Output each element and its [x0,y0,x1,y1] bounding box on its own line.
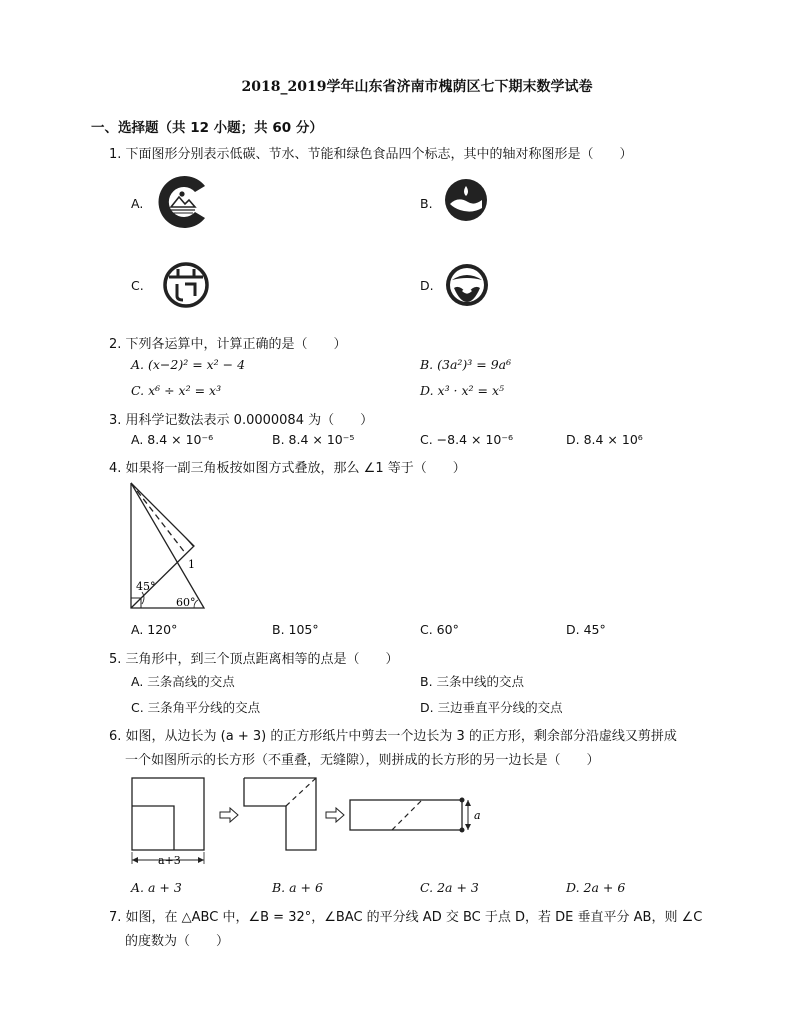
q4-option-a: A. 120° [131,622,178,637]
q2-option-b: B. (3a²)³ = 9a⁶ [420,357,512,372]
q1-option-d: D. [420,278,434,293]
water-saving-logo-icon [444,178,488,222]
q1-option-b: B. [420,196,433,211]
question-3-stem: 3. 用科学记数法表示 0.0000084 为（ ） [109,413,374,428]
q5-option-c: C. 三条角平分线的交点 [131,700,261,715]
q4-option-c: C. 60° [420,622,459,637]
side-a-plus-3-label: a+3 [158,854,181,867]
q1-option-c: C. [131,278,144,293]
question-6-stem-line2: 一个如图所示的长方形（不重叠，无缝隙），则拼成的长方形的另一边长是（ ） [125,753,600,768]
q6-option-d: D. 2a + 6 [566,880,626,895]
question-6-stem-line1: 6. 如图，从边长为 (a + 3) 的正方形纸片中剪去一个边长为 3 的正方形，剩余部分沿虚线又剪拼成 [109,729,677,744]
q2-option-c: C. x⁶ ÷ x² = x³ [131,383,222,398]
square-cut-figure [130,776,490,870]
triangle-rulers-figure [128,480,208,612]
q2-option-d: D. x³ · x² = x⁵ [420,383,505,398]
q6-option-c: C. 2a + 3 [420,880,479,895]
section-heading: 一、选择题（共 12 小题；共 60 分） [91,120,323,136]
q5-option-d: D. 三边垂直平分线的交点 [420,700,563,715]
angle-1-label: 1 [188,558,195,571]
question-2-stem: 2. 下列各运算中，计算正确的是（ ） [109,337,347,352]
q3-option-d: D. 8.4 × 10⁶ [566,432,643,447]
angle-45-label: 45° [136,580,156,593]
q3-option-c: C. −8.4 × 10⁻⁶ [420,432,513,447]
question-7-stem-line2: 的度数为（ ） [125,934,230,949]
height-a-label: a [474,809,481,822]
q1-option-a: A. [131,196,144,211]
q5-option-a: A. 三条高线的交点 [131,674,235,689]
q4-option-d: D. 45° [566,622,606,637]
question-7-stem-line1: 7. 如图，在 △ABC 中，∠B = 32°，∠BAC 的平分线 AD 交 BC 于点 D，若 DE 垂直平分 AB，则 ∠C [109,910,703,925]
question-1-stem: 1. 下面图形分别表示低碳、节水、节能和绿色食品四个标志，其中的轴对称图形是（ ） [109,147,633,162]
q4-option-b: B. 105° [272,622,319,637]
q3-option-b: B. 8.4 × 10⁻⁵ [272,432,355,447]
question-4-stem: 4. 如果将一副三角板按如图方式叠放，那么 ∠1 等于（ ） [109,461,466,476]
low-carbon-logo-icon [155,174,211,230]
page-title: 2018_2019学年山东省济南市槐荫区七下期末数学试卷 [241,79,593,95]
q5-option-b: B. 三条中线的交点 [420,674,525,689]
question-5-stem: 5. 三角形中，到三个顶点距离相等的点是（ ） [109,652,399,667]
angle-60-label: 60° [176,596,196,609]
q6-option-a: A. a + 3 [131,880,182,895]
q6-option-b: B. a + 6 [272,880,323,895]
energy-saving-logo-icon [163,262,209,308]
q2-option-a: A. (x−2)² = x² − 4 [131,357,246,372]
green-food-logo-icon [444,262,490,308]
q3-option-a: A. 8.4 × 10⁻⁶ [131,432,214,447]
